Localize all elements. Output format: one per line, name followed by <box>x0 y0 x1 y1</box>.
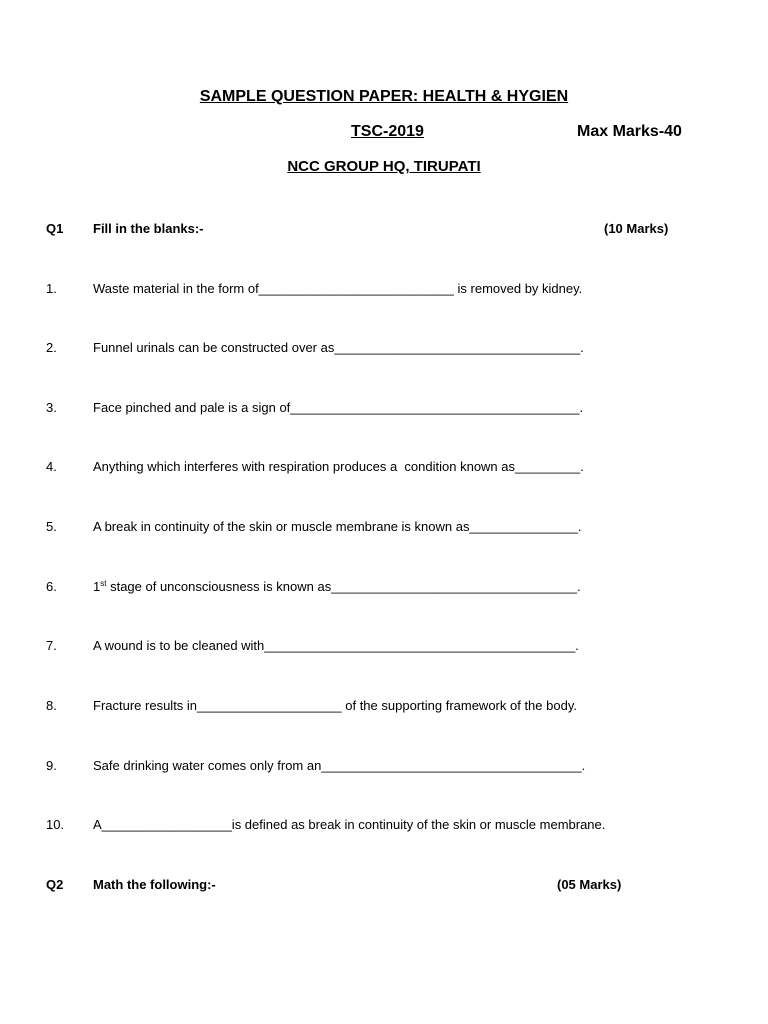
item-3-text: Face pinched and pale is a sign of________________________________________. <box>93 400 584 415</box>
item-5-text: A break in continuity of the skin or muscle membrane is known as_______________. <box>93 519 582 534</box>
item-7-text: A wound is to be cleaned with___________________________________________. <box>93 638 579 653</box>
organisation-name: NCC GROUP HQ, TIRUPATI <box>287 158 481 175</box>
item-6-number: 6. <box>46 579 57 594</box>
item-8-number: 8. <box>46 698 57 713</box>
item-6-ordinal-suffix: st <box>100 579 107 588</box>
item-6-text <box>93 580 581 593</box>
item-5-number: 5. <box>46 519 57 534</box>
item-9-text: Safe drinking water comes only from an____________________________________. <box>93 758 586 773</box>
question-2-number: Q2 <box>46 877 64 892</box>
paper-title: SAMPLE QUESTION PAPER: HEALTH & HYGIEN <box>199 88 569 105</box>
question-2-title: Math the following:- <box>93 877 216 892</box>
item-6-ordinal: 1 <box>93 579 101 594</box>
item-1-number: 1. <box>46 281 57 296</box>
question-1-marks: (10 Marks) <box>604 221 669 236</box>
max-marks: Max Marks-40 <box>577 123 682 140</box>
item-4-number: 4. <box>46 459 57 474</box>
item-10-text: A__________________is defined as break in continuity of the skin or muscle membrane. <box>93 817 606 832</box>
question-1-title: Fill in the blanks:- <box>93 221 204 236</box>
item-2-number: 2. <box>46 340 57 355</box>
item-7-number: 7. <box>46 638 57 653</box>
item-9-number: 9. <box>46 758 57 773</box>
item-8-text: Fracture results in____________________ of the supporting framework of the body. <box>93 698 577 713</box>
item-3-number: 3. <box>46 400 57 415</box>
question-2-marks: (05 Marks) <box>557 877 622 892</box>
item-6-rest: stage of unconsciousness is known as__________________________________. <box>106 579 581 594</box>
item-4-text: Anything which interferes with respiration produces a condition known as_________. <box>93 459 584 474</box>
item-2-text: Funnel urinals can be constructed over as__________________________________. <box>93 340 584 355</box>
item-1-text: Waste material in the form of___________________________ is removed by kidney. <box>93 281 583 296</box>
exam-code: TSC-2019 <box>351 123 424 140</box>
item-10-number: 10. <box>46 817 65 832</box>
question-1-number: Q1 <box>46 221 64 236</box>
